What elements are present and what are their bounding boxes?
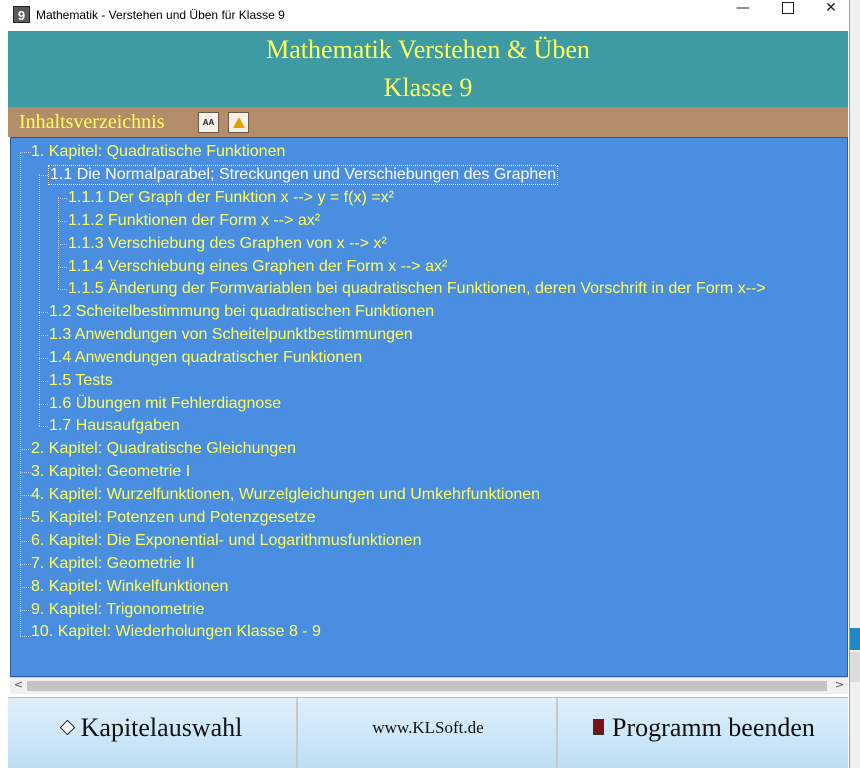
tree-item-section[interactable]: 1.6 Übungen mit Fehlerdiagnose xyxy=(49,395,282,412)
tree-item-chapter-9[interactable]: 9. Kapitel: Trigonometrie xyxy=(31,601,205,618)
tree-item-chapter-7[interactable]: 7. Kapitel: Geometrie II xyxy=(31,555,195,572)
chapter-select-button[interactable] xyxy=(8,698,298,768)
tree-connector xyxy=(58,221,67,222)
tree-connector xyxy=(20,636,31,637)
toc-label: Inhaltsverzeichnis xyxy=(19,111,165,133)
background-panel xyxy=(850,652,860,682)
tree-connector xyxy=(20,587,31,588)
tree-item-section[interactable]: 1.7 Hausaufgaben xyxy=(49,417,180,434)
tree-item-chapter-8[interactable]: 8. Kapitel: Winkelfunktionen xyxy=(31,578,229,595)
tree-item-chapter-10[interactable]: 10. Kapitel: Wiederholungen Klasse 8 - 9 xyxy=(31,623,321,640)
warning-icon[interactable] xyxy=(228,112,249,133)
tree-connector xyxy=(39,426,48,427)
tree-connector xyxy=(20,541,31,542)
scroll-left-arrow-icon[interactable]: < xyxy=(13,678,24,691)
tree-connector xyxy=(39,174,40,426)
background-window-strip xyxy=(850,0,860,768)
tree-connector xyxy=(39,312,48,313)
app-header xyxy=(8,31,848,107)
tree-connector xyxy=(58,197,59,289)
quit-button[interactable] xyxy=(560,698,848,768)
horizontal-scrollbar[interactable] xyxy=(10,677,848,694)
diamond-icon xyxy=(59,719,75,735)
maximize-icon xyxy=(782,2,794,14)
website-link[interactable]: www.KLSoft.de xyxy=(300,698,558,768)
tree-connector xyxy=(39,175,48,176)
tree-item-section[interactable]: 1.5 Tests xyxy=(49,372,113,389)
tree-connector xyxy=(39,358,48,359)
tree-connector xyxy=(20,564,31,565)
tree-connector xyxy=(20,472,31,473)
font-size-button[interactable]: AA xyxy=(198,112,219,133)
header-title: Mathematik Verstehen & Üben xyxy=(266,35,590,64)
toc-tree[interactable] xyxy=(10,137,848,677)
tree-item-section[interactable]: 1.4 Anwendungen quadratischer Funktionen xyxy=(49,349,363,366)
scrollbar-thumb[interactable] xyxy=(27,681,827,691)
tree-item-section[interactable]: 1.3 Anwendungen von Scheitelpunktbestimmungen xyxy=(49,326,413,343)
tree-connector xyxy=(58,244,67,245)
chapter-select-label: Kapitelauswahl xyxy=(80,713,243,742)
toc-bar xyxy=(8,107,848,137)
exit-door-icon xyxy=(593,719,604,735)
quit-label: Programm beenden xyxy=(612,713,815,742)
title-bar xyxy=(0,0,850,30)
tree-connector xyxy=(39,335,48,336)
window-title: Mathematik - Verstehen und Üben für Klasse 9 xyxy=(36,8,285,22)
tree-connector xyxy=(58,267,67,268)
tree-connector xyxy=(20,152,31,153)
tree-connector xyxy=(20,610,31,611)
app-icon[interactable]: 9 xyxy=(13,6,30,23)
header-subtitle: Klasse 9 xyxy=(383,73,473,102)
tree-item-subsection[interactable]: 1.1.2 Funktionen der Form x --> ax² xyxy=(68,212,321,229)
maximize-button[interactable] xyxy=(765,0,811,30)
close-button[interactable]: ✕ xyxy=(825,0,837,16)
tree-connector xyxy=(58,198,67,199)
tree-item-chapter-3[interactable]: 3. Kapitel: Geometrie I xyxy=(31,463,191,480)
minimize-button[interactable]: — xyxy=(736,0,750,16)
footer-bar xyxy=(8,697,848,768)
tree-item-chapter-2[interactable]: 2. Kapitel: Quadratische Gleichungen xyxy=(31,440,297,457)
tree-item-subsection[interactable]: 1.1.3 Verschiebung des Graphen von x --> x² xyxy=(68,235,387,252)
tree-connector xyxy=(20,518,31,519)
tree-item-selected[interactable]: 1.1 Die Normalparabel; Streckungen und Verschiebungen des Graphen xyxy=(50,166,557,183)
background-accent xyxy=(850,628,860,650)
tree-connector xyxy=(20,449,31,450)
tree-item-subsection[interactable]: 1.1.4 Verschiebung eines Graphen der Form x --> ax² xyxy=(68,258,448,275)
tree-connector xyxy=(39,381,48,382)
tree-item-chapter-5[interactable]: 5. Kapitel: Potenzen und Potenzgesetze xyxy=(31,509,316,526)
tree-item-subsection[interactable]: 1.1.5 Änderung der Formvariablen bei quadratischen Funktionen, deren Vorschrift in der Form x--> xyxy=(68,280,766,297)
tree-item-chapter-1[interactable]: 1. Kapitel: Quadratische Funktionen xyxy=(31,143,286,160)
tree-connector xyxy=(20,495,31,496)
tree-connector xyxy=(39,404,48,405)
tree-item-section[interactable]: 1.2 Scheitelbestimmung bei quadratischen Funktionen xyxy=(49,303,435,320)
scroll-right-arrow-icon[interactable]: > xyxy=(834,678,845,691)
tree-connector xyxy=(58,289,67,290)
tree-item-chapter-4[interactable]: 4. Kapitel: Wurzelfunktionen, Wurzelgleichungen und Umkehrfunktionen xyxy=(31,486,541,503)
tree-item-subsection[interactable]: 1.1.1 Der Graph der Funktion x --> y = f(x) =x² xyxy=(68,189,394,206)
tree-item-chapter-6[interactable]: 6. Kapitel: Die Exponential- und Logarithmusfunktionen xyxy=(31,532,422,549)
